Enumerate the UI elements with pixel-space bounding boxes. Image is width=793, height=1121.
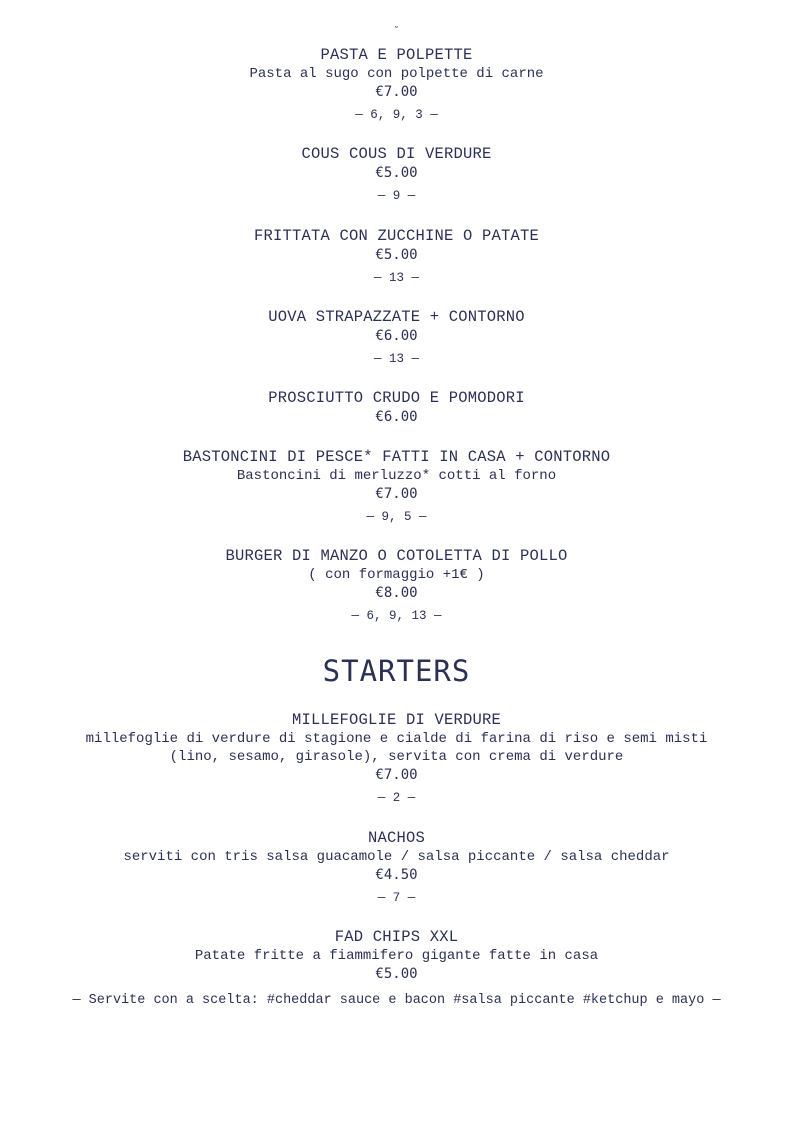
item-name: PASTA E POLPETTE [320, 46, 473, 64]
item-price: €8.00 [375, 585, 418, 601]
page-break-mark: ˘ [393, 26, 400, 37]
item-allergens: — 7 — [377, 891, 416, 905]
menu-item-millefoglie [0, 710, 793, 806]
item-allergens: — 13 — [373, 352, 419, 366]
menu-item-pasta-e-polpette [0, 45, 793, 123]
item-allergens: — 9, 5 — [366, 510, 427, 524]
item-name: BURGER DI MANZO O COTOLETTA DI POLLO [225, 547, 568, 565]
item-name: MILLEFOGLIE DI VERDURE [291, 711, 502, 729]
item-price: €5.00 [375, 247, 418, 263]
item-price: €7.00 [375, 84, 418, 100]
item-name: COUS COUS DI VERDURE [301, 145, 492, 163]
item-price: €5.00 [375, 966, 418, 982]
menu-item-nachos [0, 828, 793, 906]
item-description: ( con formaggio +1€ ) [308, 567, 485, 583]
item-allergens: — 13 — [373, 271, 419, 285]
menu-item-burger [0, 546, 793, 624]
item-allergens: — 6, 9, 3 — [355, 108, 438, 122]
menu-item-prosciutto [0, 388, 793, 426]
item-description-line-2: (lino, sesamo, girasole), servita con crema di verdure [169, 749, 624, 765]
item-name: UOVA STRAPAZZATE + CONTORNO [268, 308, 525, 326]
item-description: Bastoncini di merluzzo* cotti al forno [236, 468, 557, 484]
item-name: NACHOS [367, 829, 425, 847]
item-name: FRITTATA CON ZUCCHINE O PATATE [253, 227, 540, 245]
menu-item-bastoncini [0, 447, 793, 525]
item-price: €5.00 [375, 165, 418, 181]
item-description: Pasta al sugo con polpette di carne [249, 66, 544, 82]
item-price: €4.50 [375, 867, 418, 883]
item-name: FAD CHIPS XXL [334, 928, 459, 946]
item-price: €6.00 [375, 409, 418, 425]
item-allergens: — 2 — [377, 791, 416, 805]
item-description: Patate fritte a fiammifero gigante fatte in casa [194, 948, 599, 964]
section-title-starters: STARTERS [322, 654, 471, 688]
item-allergens: — 6, 9, 13 — [351, 609, 442, 623]
menu-item-frittata [0, 226, 793, 286]
item-description-line-1: millefoglie di verdure di stagione e cialde di farina di riso e semi misti [85, 731, 708, 747]
menu-item-uova-strapazzate [0, 307, 793, 367]
item-price: €7.00 [375, 767, 418, 783]
item-name: BASTONCINI DI PESCE* FATTI IN CASA + CONTORNO [182, 448, 611, 466]
item-price: €6.00 [375, 328, 418, 344]
item-price: €7.00 [375, 486, 418, 502]
sauce-options-note: — Servite con a scelta: #cheddar sauce e bacon #salsa piccante #ketchup e mayo — [72, 993, 721, 1008]
item-name: PROSCIUTTO CRUDO E POMODORI [268, 389, 525, 407]
item-description: serviti con tris salsa guacamole / salsa piccante / salsa cheddar [123, 849, 670, 865]
menu-item-cous-cous [0, 144, 793, 204]
menu-item-fad-chips [0, 927, 793, 983]
item-allergens: — 9 — [377, 189, 416, 203]
